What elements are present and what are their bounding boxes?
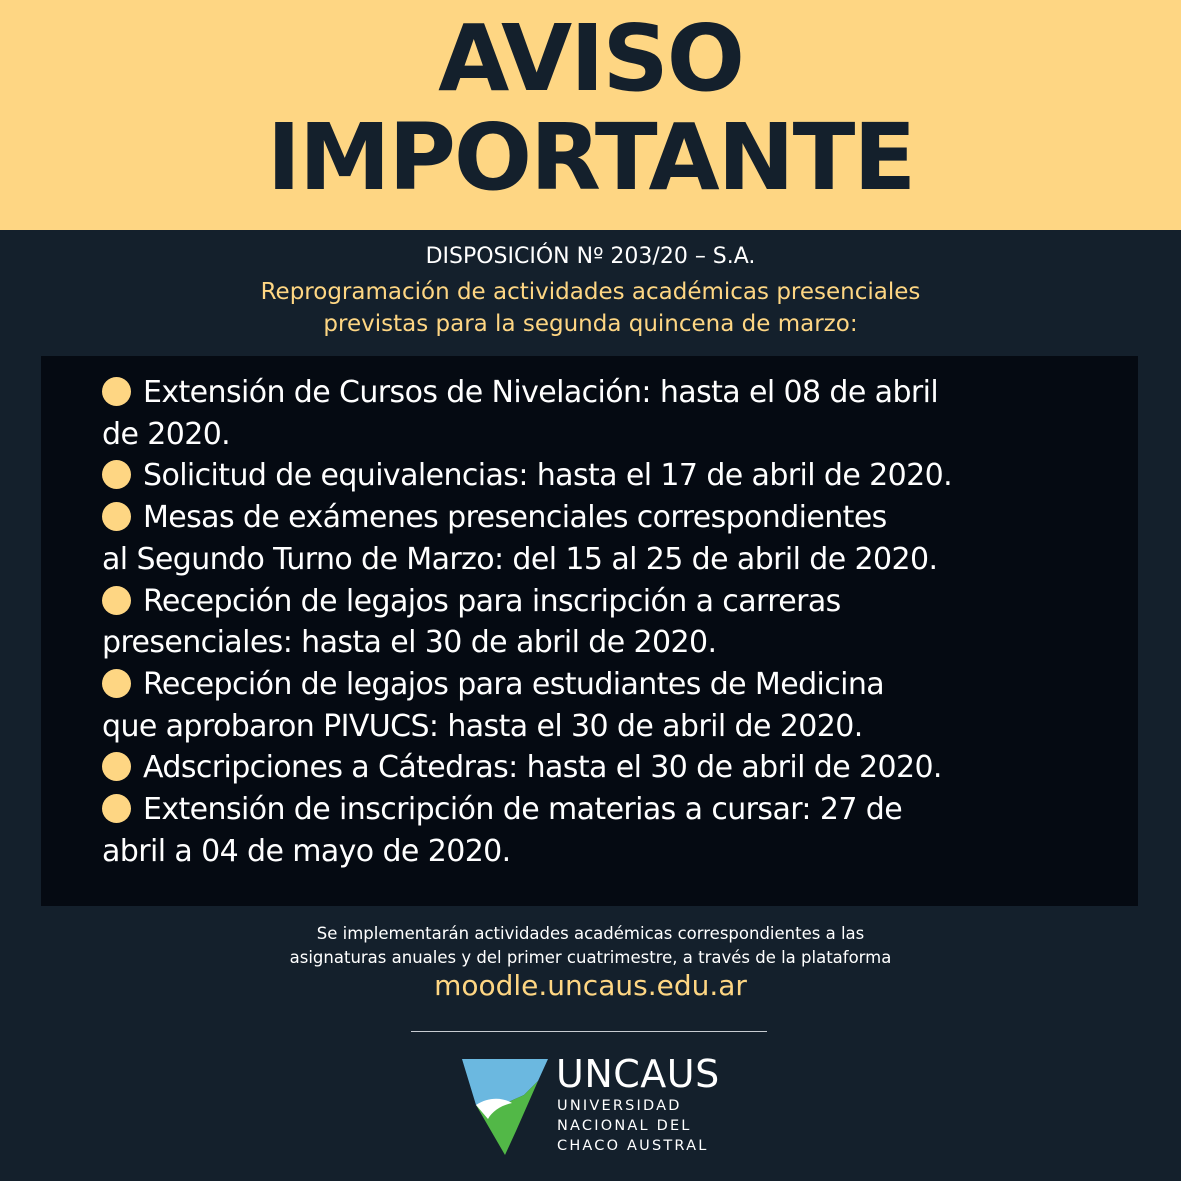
bullet-icon [102,752,131,781]
list-item-line [102,706,1112,748]
header-banner [0,0,1181,230]
list-item-text: al Segundo Turno de Marzo: del 15 al 25 de abril de 2020. [102,541,938,577]
bullet-icon [102,377,131,406]
list-item [102,747,1112,789]
logo-subtitle [557,1096,709,1156]
dates-panel [41,356,1138,906]
list-item [102,581,1112,664]
list-item [102,789,1112,872]
title-line-1: AVISO [438,5,743,112]
list-item-line [102,539,1112,581]
title-line-2: IMPORTANTE [266,104,915,211]
list-item [102,664,1112,747]
list-item-line [102,789,1112,831]
list-item-text: Recepción de legajos para estudiantes de Medicina [143,666,885,702]
logo-sub-line-1: UNIVERSIDAD [557,1098,682,1114]
list-item-text: Extensión de inscripción de materias a cursar: 27 de [143,792,903,828]
list-item-text: Adscripciones a Cátedras: hasta el 30 de abril de 2020. [143,750,942,786]
list-item-text: que aprobaron PIVUCS: hasta el 30 de abril de 2020. [102,708,863,744]
footer-line-2: asignaturas anuales y del primer cuatrimestre, a través de la plataforma [289,948,892,967]
bullet-icon [102,669,131,698]
list-item-line [102,372,1112,414]
subtitle-line-1: Reprogramación de actividades académicas presenciales [260,279,921,305]
list-item-text: Solicitud de equivalencias: hasta el 17 de abril de 2020. [143,458,953,494]
list-item-line [102,664,1112,706]
subtitle [0,276,1181,340]
list-item-text: Recepción de legajos para inscripción a carreras [143,583,841,619]
disposition-number: DISPOSICIÓN Nº 203/20 – S.A. [425,244,756,269]
list-item-text: de 2020. [102,416,231,452]
list-item-text: presenciales: hasta el 30 de abril de 2020. [102,625,717,661]
list-item [102,372,1112,455]
list-item [102,455,1112,497]
list-item-line [102,497,1112,539]
logo-wordmark: UNCAUS [556,1052,720,1096]
bullet-icon [102,586,131,615]
list-item-line [102,414,1112,456]
logo-sub-line-2: NACIONAL DEL [557,1118,692,1134]
uncaus-logo-icon [462,1059,548,1155]
list-item-line [102,622,1112,664]
list-item-line [102,455,1112,497]
subtitle-line-2: previstas para la segunda quincena de marzo: [323,311,858,337]
footer-line-1: Se implementarán actividades académicas correspondientes a las [316,924,865,943]
list-item-text: Mesas de exámenes presenciales correspondientes [143,500,887,536]
list-item-text: Extensión de Cursos de Nivelación: hasta el 08 de abril [143,375,939,410]
list-item [102,497,1112,580]
bullet-icon [102,502,131,531]
bullet-icon [102,794,131,823]
list-item-line [102,747,1112,789]
footer-note [0,922,1181,970]
list-item-line [102,581,1112,623]
moodle-link[interactable]: moodle.uncaus.edu.ar [434,969,747,1002]
logo-sub-line-3: CHACO AUSTRAL [557,1138,709,1154]
divider [411,1031,767,1032]
list-item-text: abril a 04 de mayo de 2020. [102,833,511,869]
list-item-line [102,831,1112,873]
dates-list [102,372,1112,872]
bullet-icon [102,460,131,489]
